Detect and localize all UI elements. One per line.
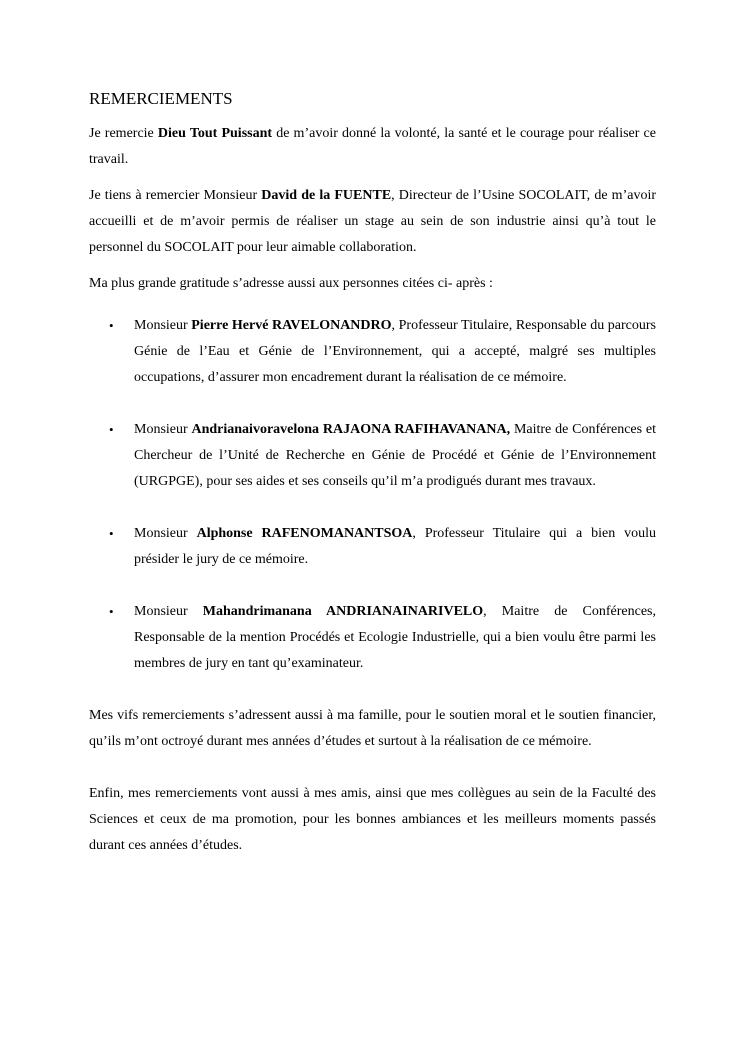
list-item-text: Monsieur [134, 422, 192, 437]
bold-name: Dieu Tout Puissant [157, 126, 273, 141]
acknowledgement-list [89, 313, 656, 677]
paragraph-text: de m’avoir donné la volonté, la santé et le courage pour réaliser ce travail. [89, 126, 656, 167]
paragraph-gratitude-intro: Ma plus grande gratitude s’adresse aussi aux personnes citées ci- après : [89, 276, 493, 291]
bold-name: Mahandrimanana ANDRIANAINARIVELO [202, 604, 484, 619]
bullet-icon: • [109, 318, 114, 333]
paragraph-thanks-god [89, 121, 656, 173]
list-item-text: , Maitre de Conférences, Responsable de la mention Procédés et Ecologie Industrielle, qui a bien voulu être parmi les membres de jury en tant qu’examinateur. [134, 604, 656, 671]
page-title: REMERCIEMENTS [89, 89, 233, 108]
bold-name: Pierre Hervé RAVELONANDRO [191, 318, 392, 333]
list-item-text: Monsieur [134, 318, 192, 333]
bullet-icon: • [109, 604, 114, 619]
paragraph-thanks-family: Mes vifs remerciements s’adressent aussi à ma famille, pour le soutien moral et le soutien financier, qu’ils m’ont octroyé durant mes années d’études et surtout à la réalisation de ce mémoire. [89, 708, 656, 749]
list-item [89, 599, 656, 677]
bullet-icon: • [109, 422, 114, 437]
paragraph-thanks-friends: Enfin, mes remerciements vont aussi à mes amis, ainsi que mes collègues au sein de la Faculté des Sciences et ceux de ma promotion, pour les bonnes ambiances et les meilleurs moments passés durant ces années d’études. [89, 786, 656, 853]
bullet-icon: • [109, 526, 114, 541]
list-item-text: Monsieur [134, 526, 197, 541]
paragraph-text: Je remercie [89, 126, 158, 141]
bold-name: Alphonse RAFENOMANANTSOA [196, 526, 413, 541]
list-item-text: Maitre de Conférences et Chercheur de l’Unité de Recherche en Génie de Procédé et Génie de l’Environnement (URGPGE), pour ses aides et ses conseils qu’il m’a prodigués durant mes travaux. [134, 422, 656, 489]
paragraph-thanks-director [89, 183, 656, 261]
list-item [89, 521, 656, 573]
list-item-text: Monsieur [134, 604, 203, 619]
bold-name: David de la FUENTE [261, 188, 392, 203]
list-item-text: , Professeur Titulaire, Responsable du parcours Génie de l’Eau et Génie de l’Environnement, qui a accepté, malgré ses multiples occupations, d’assurer mon encadrement durant la réalisation de ce mémoire. [134, 318, 656, 385]
list-item [89, 417, 656, 495]
list-item [89, 313, 656, 391]
paragraph-text: Je tiens à remercier Monsieur [89, 188, 262, 203]
paragraph-text: , Directeur de l’Usine SOCOLAIT, de m’avoir accueilli et de m’avoir permis de réaliser un stage au sein de son industrie ainsi qu’à tout le personnel du SOCOLAIT pour leur aimable collaboration. [89, 188, 656, 255]
bold-name: Andrianaivoravelona RAJAONA RAFIHAVANANA, [191, 422, 511, 437]
list-item-text: , Professeur Titulaire qui a bien voulu présider le jury de ce mémoire. [134, 526, 656, 567]
